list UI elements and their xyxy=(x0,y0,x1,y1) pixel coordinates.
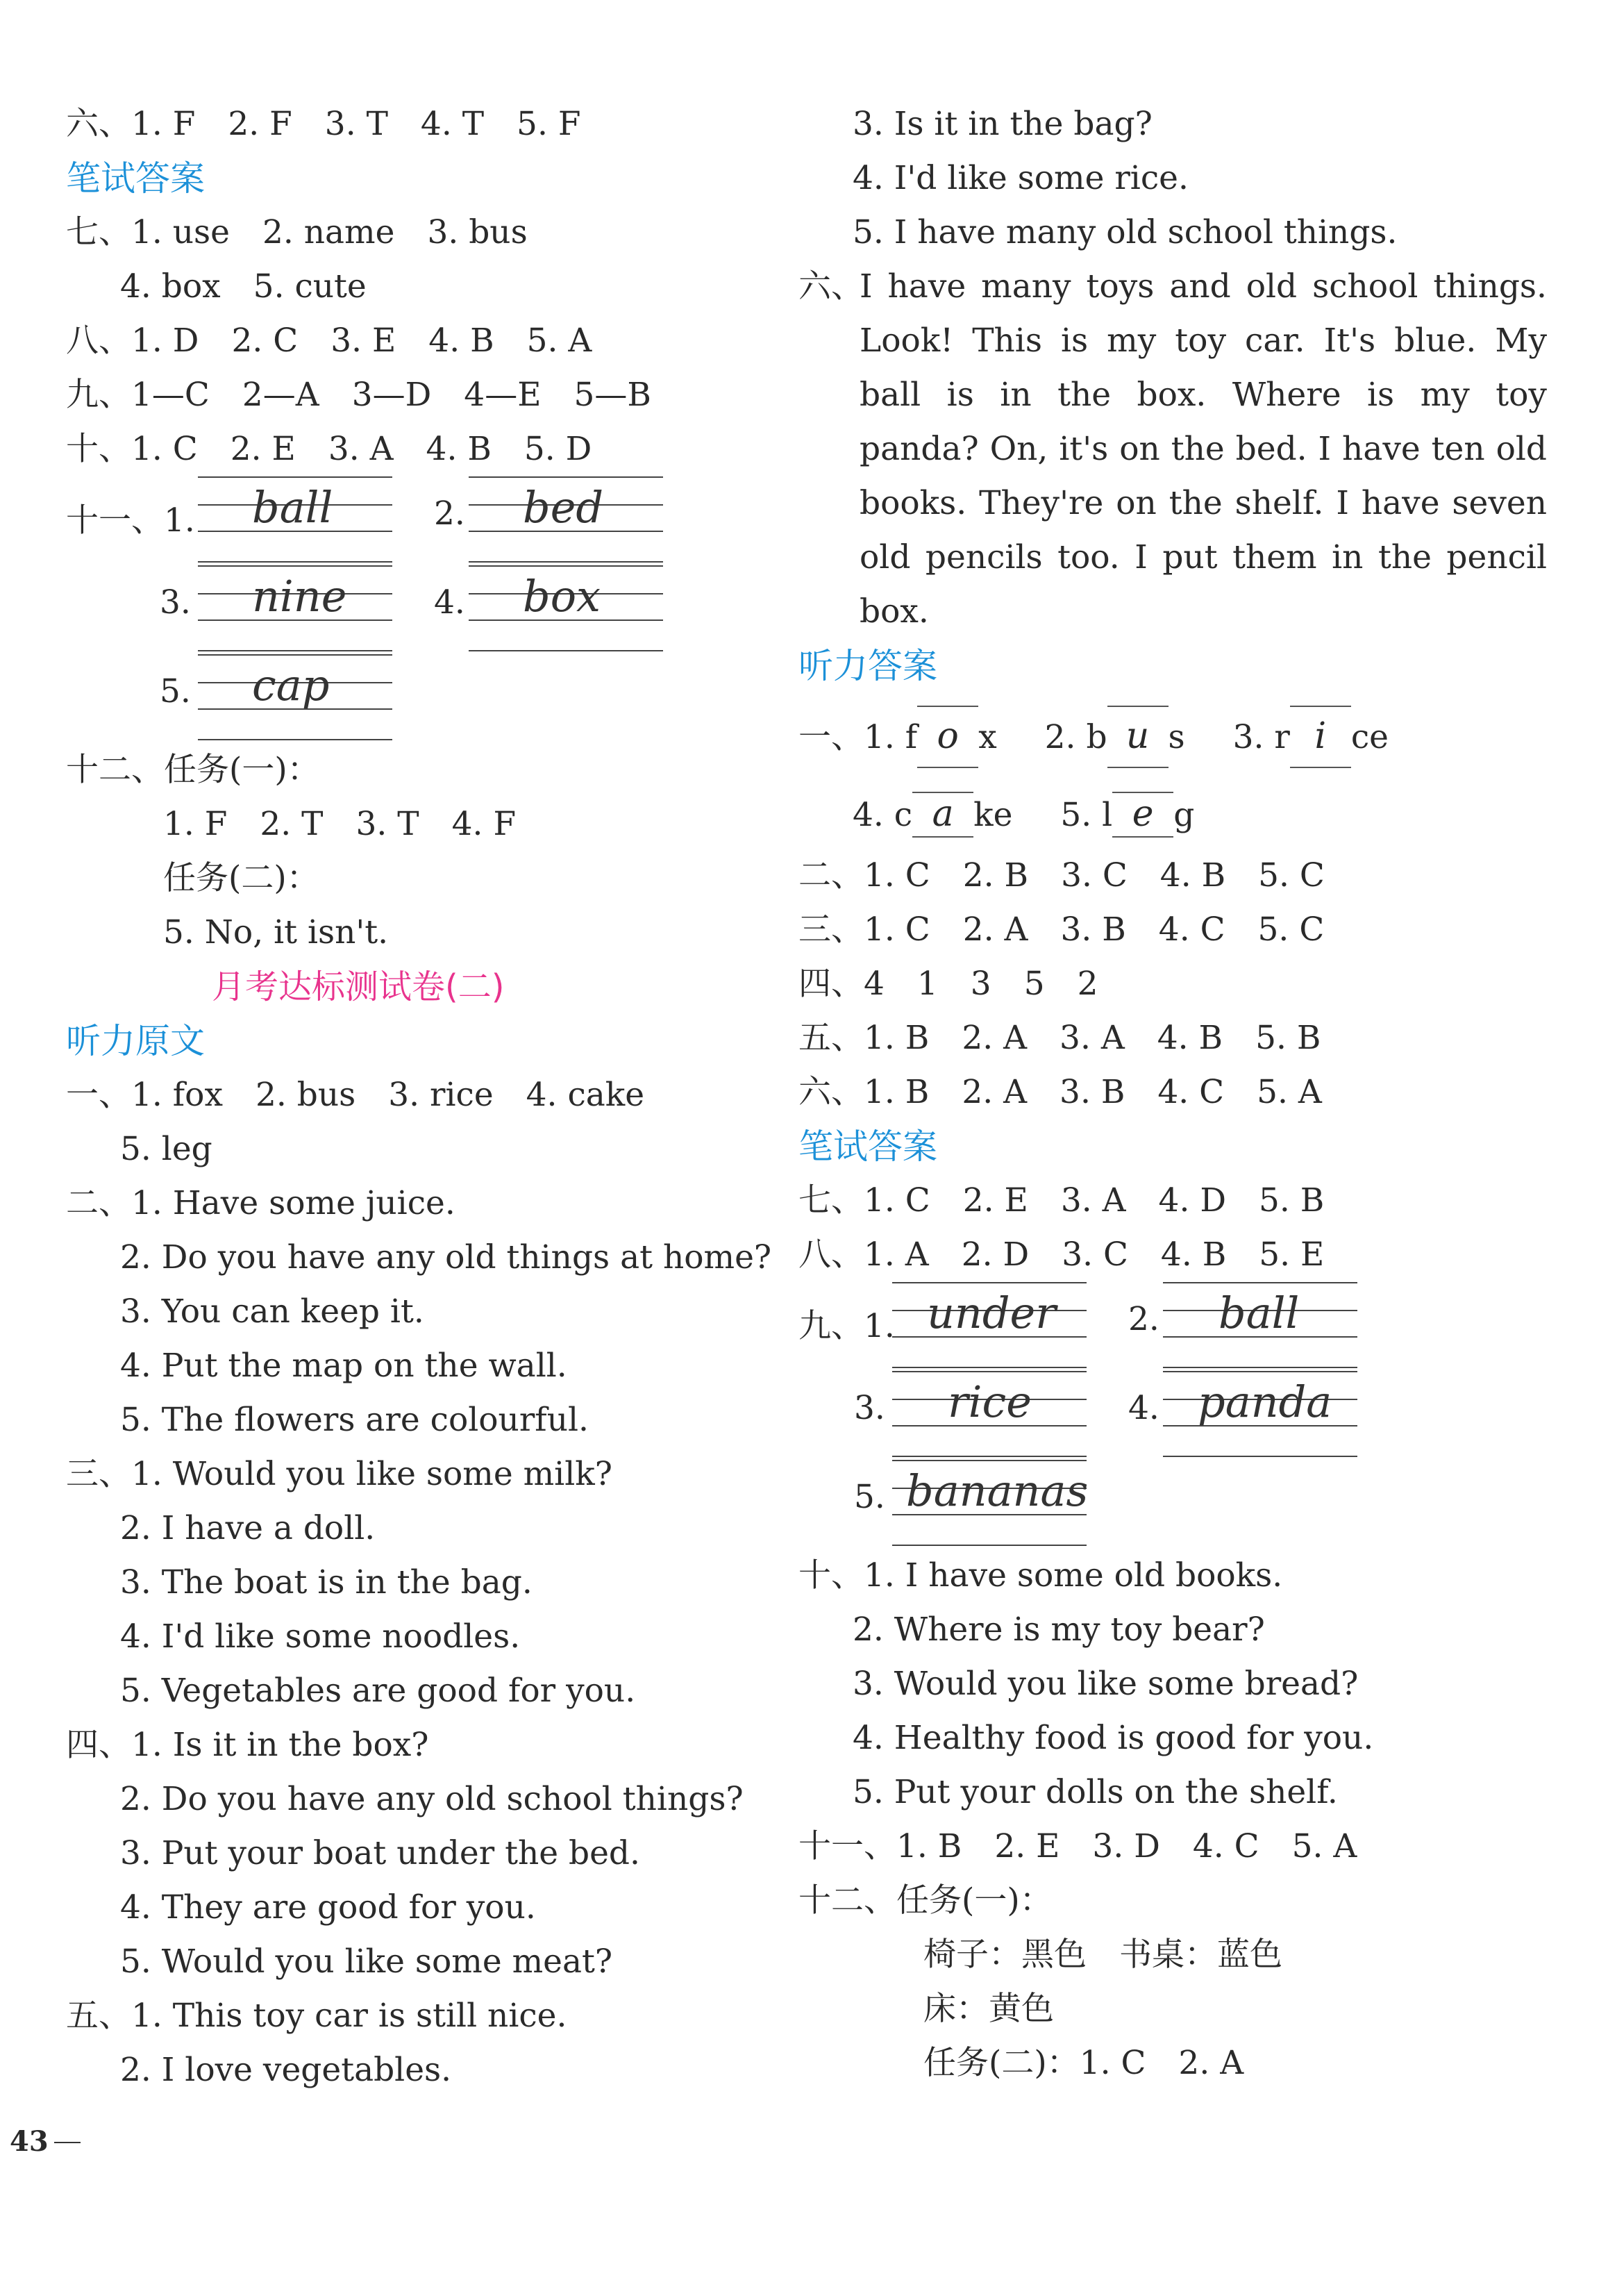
item-number: 3. xyxy=(854,1389,885,1427)
exam-title: 月考达标测试卷(二) xyxy=(212,967,505,1006)
section-6-label: 六、 xyxy=(798,267,864,306)
item-number: 5. xyxy=(854,1478,885,1516)
listening-script-heading: 听力原文 xyxy=(66,1021,205,1061)
handwriting-box xyxy=(1163,1282,1357,1368)
spelling-row-2 xyxy=(798,779,1548,849)
item-number: 3. xyxy=(160,583,191,622)
script-4-item: 5. Would you like some meat? xyxy=(120,1943,613,1981)
script-3-item: 三、1. Would you like some milk? xyxy=(66,1455,612,1493)
handwriting-box xyxy=(892,1371,1087,1457)
script-2-item: 3. You can keep it. xyxy=(120,1292,424,1331)
word-ending: s xyxy=(1168,718,1185,756)
handwritten-word: rice xyxy=(948,1376,1032,1427)
handwriting-row-1 xyxy=(798,1282,1548,1371)
handwriting-row-2 xyxy=(66,565,795,654)
letter-blank xyxy=(1112,779,1173,849)
answer-line-7-cont: 4. box 5. cute xyxy=(120,267,367,306)
page-number-dash xyxy=(54,2142,81,2143)
script-6-paragraph: I have many toys and old school things. Look! This is my toy car. It's blue. My ball is in the box. Where is my toy panda? On, it's on the bed. I have ten old books. They're on the shelf. I have seven old pencils too. I put them in the pencil box. xyxy=(860,267,1547,631)
script-3-item: 5. Vegetables are good for you. xyxy=(120,1672,636,1710)
section-1-label: 一、1. f xyxy=(798,718,918,756)
script-2-item: 2. Do you have any old things at home? xyxy=(120,1238,772,1276)
task-1-answer-a: 椅子：黑色 书桌：蓝色 xyxy=(923,1936,1282,1974)
answer-line-11: 十一、1. B 2. E 3. D 4. C 5. A xyxy=(798,1827,1357,1865)
word-start: 2. b xyxy=(1044,718,1107,756)
script-line-1: 一、1. fox 2. bus 3. rice 4. cake xyxy=(66,1076,645,1114)
section-11-label: 十一、1. xyxy=(66,501,195,540)
answer-10-item: 十、1. I have some old books. xyxy=(798,1556,1283,1595)
letter-blank xyxy=(917,693,978,779)
left-column xyxy=(66,97,795,2097)
handwriting-row-3 xyxy=(66,654,795,743)
written-answers-heading: 笔试答案 xyxy=(66,158,205,199)
item-number: 2. xyxy=(434,494,465,533)
script-2-item: 4. Put the map on the wall. xyxy=(120,1347,567,1385)
answer-10-item: 5. Put your dolls on the shelf. xyxy=(853,1773,1338,1811)
word-start: 5. l xyxy=(1060,796,1113,834)
script-5-item: 3. Is it in the bag? xyxy=(853,105,1153,143)
task-2-answer: 5. No, it isn't. xyxy=(163,913,389,951)
script-6-block xyxy=(798,260,1548,639)
script-4-item: 3. Put your boat under the bed. xyxy=(120,1834,640,1872)
script-3-item: 4. I'd like some noodles. xyxy=(120,1617,521,1656)
handwritten-word: box xyxy=(523,571,601,622)
item-number: 2. xyxy=(1128,1300,1159,1338)
word-ending: ke xyxy=(973,796,1013,834)
handwriting-box xyxy=(198,476,392,563)
handwriting-box xyxy=(892,1460,1087,1546)
handwritten-word: ball xyxy=(1218,1288,1300,1338)
answer-10-item: 3. Would you like some bread? xyxy=(853,1665,1359,1703)
handwriting-box xyxy=(1163,1371,1357,1457)
handwriting-box xyxy=(198,654,392,740)
handwritten-word: nine xyxy=(252,571,347,622)
filled-letter: a xyxy=(932,793,954,835)
script-4-item: 四、1. Is it in the box? xyxy=(66,1726,429,1764)
answer-line-12: 十二、任务(一)： xyxy=(798,1881,1053,1920)
script-3-item: 3. The boat is in the bag. xyxy=(120,1563,533,1602)
right-column xyxy=(798,97,1548,2090)
answer-line-12: 十二、任务(一)： xyxy=(66,751,320,789)
script-3-item: 2. I have a doll. xyxy=(120,1509,376,1547)
answer-line-10: 十、1. C 2. E 3. A 4. B 5. D xyxy=(66,430,592,468)
answer-line-9: 九、1—C 2—A 3—D 4—E 5—B xyxy=(66,376,651,414)
script-4-item: 4. They are good for you. xyxy=(120,1888,536,1927)
letter-blank xyxy=(912,779,973,849)
answer-line-8: 八、1. A 2. D 3. C 4. B 5. E xyxy=(798,1236,1325,1274)
script-line-1-cont: 5. leg xyxy=(120,1130,212,1168)
word-start: 3. r xyxy=(1232,718,1290,756)
word-ending: x xyxy=(978,718,997,756)
answer-10-item: 2. Where is my toy bear? xyxy=(853,1611,1265,1649)
task-2-answers: 任务(二)：1. C 2. A xyxy=(923,2044,1244,2082)
item-number: 4. xyxy=(434,583,465,622)
handwritten-word: under xyxy=(927,1288,1056,1338)
answer-line-3: 三、1. C 2. A 3. B 4. C 5. C xyxy=(798,910,1325,949)
handwriting-row-2 xyxy=(798,1371,1548,1460)
listening-answers-heading: 听力答案 xyxy=(798,646,937,686)
handwritten-word: ball xyxy=(252,482,333,533)
script-5-item: 2. I love vegetables. xyxy=(120,2051,452,2089)
page-number: 43 xyxy=(10,2125,49,2158)
task-1-answer-b: 床：黄色 xyxy=(923,1990,1054,2028)
letter-blank xyxy=(1290,693,1351,779)
spelling-row-1 xyxy=(798,693,1548,779)
handwriting-box xyxy=(892,1282,1087,1368)
answer-line-8: 八、1. D 2. C 3. E 4. B 5. A xyxy=(66,322,592,360)
item-number: 4. xyxy=(1128,1389,1159,1427)
written-answers-heading: 笔试答案 xyxy=(798,1126,937,1167)
task-1-answers: 1. F 2. T 3. T 4. F xyxy=(163,805,517,843)
script-2-item: 5. The flowers are colourful. xyxy=(120,1401,589,1439)
answer-line-7: 七、1. use 2. name 3. bus xyxy=(66,213,528,251)
script-5-item: 4. I'd like some rice. xyxy=(853,159,1189,197)
filled-letter: o xyxy=(937,715,959,757)
filled-letter: e xyxy=(1132,793,1154,835)
answer-line-6: 六、1. F 2. F 3. T 4. T 5. F xyxy=(66,105,581,143)
handwritten-word: panda xyxy=(1198,1376,1332,1427)
handwriting-box xyxy=(469,565,663,651)
handwriting-box xyxy=(198,565,392,651)
handwriting-row-1 xyxy=(66,476,795,565)
handwritten-word: cap xyxy=(252,660,330,710)
handwriting-row-3 xyxy=(798,1460,1548,1549)
script-5-item: 五、1. This toy car is still nice. xyxy=(66,1997,567,2035)
handwritten-word: bananas xyxy=(906,1465,1089,1516)
word-start: 4. c xyxy=(853,796,913,834)
answer-line-7: 七、1. C 2. E 3. A 4. D 5. B xyxy=(798,1181,1325,1220)
answer-line-6: 六、1. B 2. A 3. B 4. C 5. A xyxy=(798,1073,1322,1111)
word-ending: g xyxy=(1173,796,1195,834)
task-2-label: 任务(二)： xyxy=(163,859,319,897)
handwriting-box xyxy=(469,476,663,563)
filled-letter: i xyxy=(1314,715,1327,757)
script-5-item: 5. I have many old school things. xyxy=(853,213,1398,251)
word-ending: ce xyxy=(1350,718,1389,756)
answer-line-4: 四、4 1 3 5 2 xyxy=(798,965,1098,1003)
script-2-item: 二、1. Have some juice. xyxy=(66,1184,455,1222)
script-4-item: 2. Do you have any old school things? xyxy=(120,1780,744,1818)
item-number: 5. xyxy=(160,672,191,710)
filled-letter: u xyxy=(1125,715,1150,757)
answer-line-5: 五、1. B 2. A 3. A 4. B 5. B xyxy=(798,1019,1321,1057)
answer-line-2: 二、1. C 2. B 3. C 4. B 5. C xyxy=(798,856,1325,895)
answer-10-item: 4. Healthy food is good for you. xyxy=(853,1719,1374,1757)
letter-blank xyxy=(1107,693,1169,779)
section-9-label: 九、1. xyxy=(798,1307,895,1345)
handwritten-word: bed xyxy=(523,482,604,533)
